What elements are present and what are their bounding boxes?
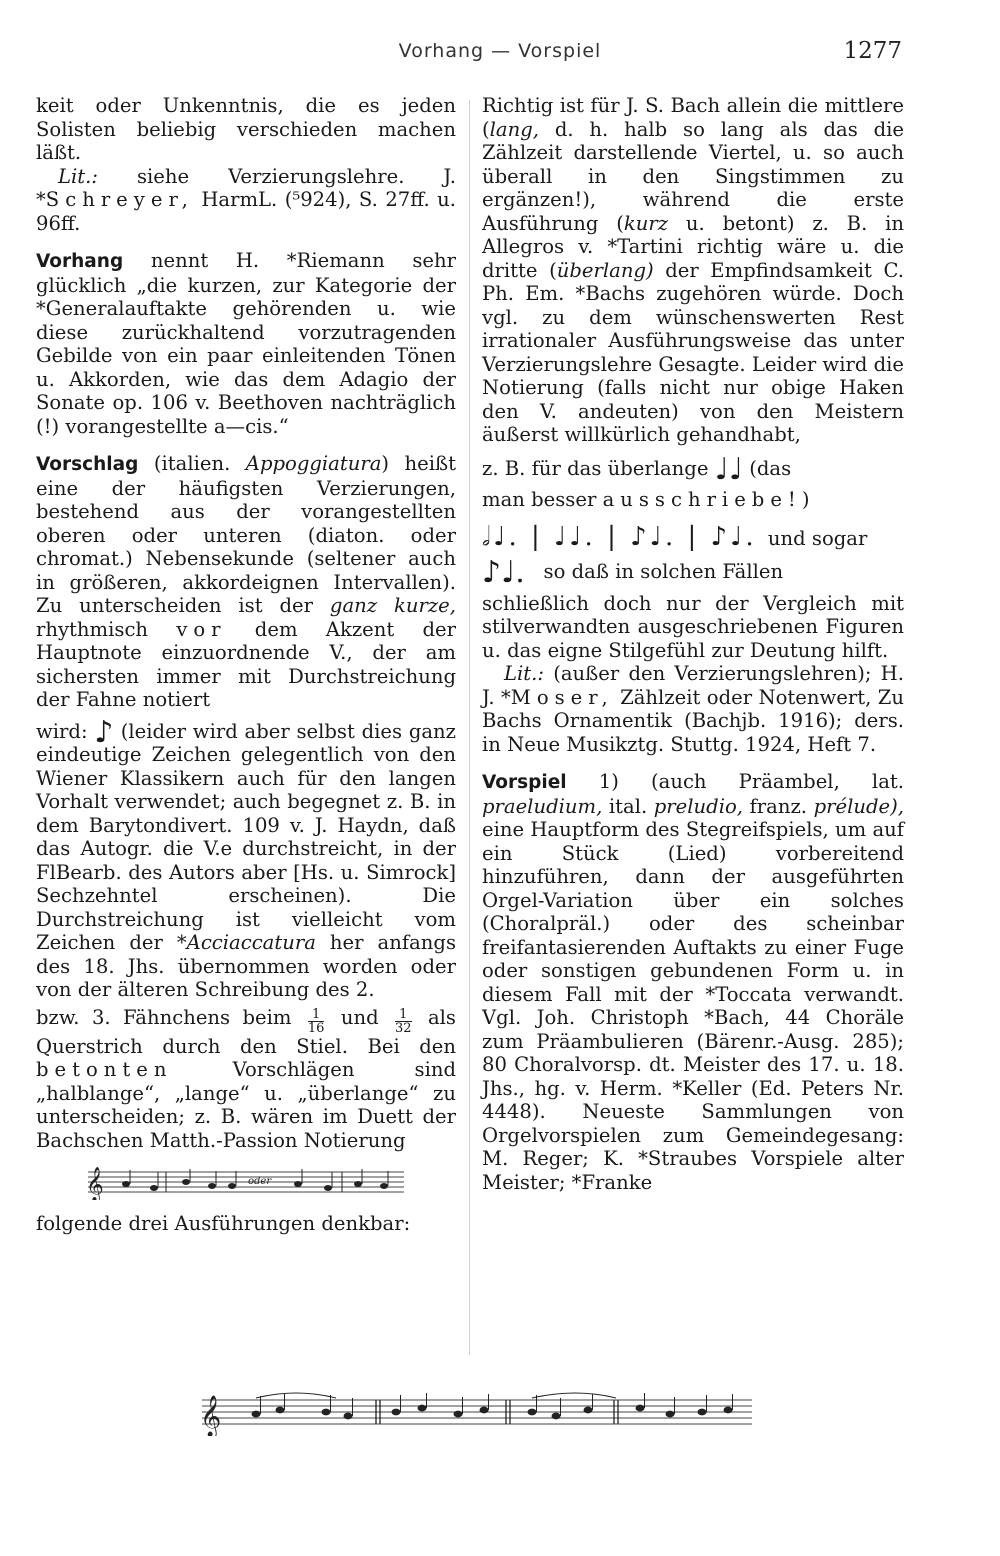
italic-term: ganz kurze, bbox=[329, 594, 456, 617]
paragraph-continuation: keit oder Unkenntnis, die es jeden Solisten beliebig verschieden machen läßt. bbox=[36, 94, 456, 164]
left-column bbox=[36, 94, 456, 1236]
entry-text: so daß in solchen Fällen bbox=[543, 560, 784, 583]
entry-text: und bbox=[328, 1005, 392, 1029]
italic-term: Acciaccatura bbox=[186, 931, 316, 954]
page-number: 1277 bbox=[843, 38, 902, 64]
fraction-denominator: 16 bbox=[307, 1020, 325, 1036]
entry-text: dem Akzent der Hauptnote einzuordnende V., der am sichersten immer mit Durchstreichung der Fahne notiert bbox=[36, 617, 456, 711]
italic-term: preludio, bbox=[653, 794, 743, 818]
paragraph-so bbox=[482, 555, 904, 590]
entry-text: (italien. bbox=[138, 452, 246, 475]
entry-text: Richtig ist für J. S. Bach allein die mittlere ( bbox=[482, 94, 904, 141]
running-head: Vorhang — Vorspiel bbox=[398, 40, 602, 62]
author-name: Moser, bbox=[510, 685, 614, 709]
entry-text: u. betont) z. B. in Allegros v. *Tartini richtig wäre u. die dritte ( bbox=[482, 211, 904, 282]
lit-text: HarmL. (⁵924), S. 27ff. u. 96ff. bbox=[36, 188, 456, 235]
paragraph-zb-cont bbox=[482, 488, 904, 512]
music-example-staff bbox=[36, 1166, 456, 1200]
lit-label: Lit.: bbox=[58, 164, 98, 188]
right-column bbox=[482, 94, 904, 1194]
lit-label: Lit.: bbox=[504, 662, 544, 685]
italic-term: praeludium, bbox=[482, 794, 603, 818]
italic-term: Appoggiatura bbox=[245, 452, 382, 475]
entry-text: eine Hauptform des Stegreifspiels, um auf ein Stück (Lied) vorbereitend hinzuführen, dann der ausgeführten Orgel-Variation über ein solches (Choralpräl.) oder des scheinbar freifantasierenden Auftakts zu einer Fuge oder sonstigen gebundenen Form u. in diesem Fall mit der *Toccata verwandt. Vgl. Joh. Christoph *Bach, 44 Choräle zum Präambulieren (Bärenr.-Ausg. 285); 80 Choralvorsp. dt. Meister des 17. u. 18. Jhs., hg. v. Herm. *Keller (Ed. Peters Nr. 4448). Neueste Sammlungen von Orgelvorspielen zum Gemeindegesang: M. Reger; K. *Straubes Vorspiele alter Meister; *Franke bbox=[482, 818, 904, 1194]
fraction-numerator: 1 bbox=[308, 1008, 325, 1022]
paragraph-wird bbox=[36, 714, 456, 1002]
entry-text: und sogar bbox=[767, 526, 868, 550]
entry-text: 1) (auch Präambel, lat. bbox=[566, 770, 904, 793]
fraction-denominator: 32 bbox=[395, 1020, 412, 1036]
entry-text: wird: bbox=[36, 719, 95, 743]
paragraph-richtig bbox=[482, 94, 904, 447]
entry-text: Vorschlägen sind „halblange“, „lange“ u. „überlange“ zu unterscheiden; z. B. wären im Duett der Bachschen Matth.-Passion Notierung bbox=[36, 1058, 456, 1152]
bottom-music-staff bbox=[196, 1390, 756, 1436]
entry-text: ital. bbox=[602, 794, 654, 818]
entry-text: ) bbox=[801, 488, 810, 511]
column-divider bbox=[469, 100, 470, 1355]
paragraph-schliesslich: schließlich doch nur der Vergleich mit stilverwandten ausgeschriebenen Figuren u. das eigne Stilgefühl zur Deutung hilft. bbox=[482, 591, 904, 662]
italic-term: kurz bbox=[623, 211, 669, 235]
spaced-word: ausschriebe! bbox=[602, 488, 802, 511]
italic-term: überlang) bbox=[556, 258, 654, 282]
entry-text: als Querstrich durch den Stiel. Bei den bbox=[36, 1005, 456, 1058]
fraction-numerator: 1 bbox=[395, 1008, 412, 1022]
grace-note-icon: ♪ bbox=[94, 714, 114, 750]
entry-text: (außer den Verzierungslehren); H. J. * bbox=[482, 662, 904, 709]
lemma-vorschlag: Vorschlag bbox=[36, 454, 139, 475]
music-examples-row bbox=[482, 521, 904, 552]
italic-term: prélude), bbox=[813, 794, 904, 818]
entry-text: franz. bbox=[743, 794, 814, 818]
entry-text: ) heißt eine der häufigsten Verzierungen, bestehend aus der vorangestellten oberen oder unteren (diaton. oder chromat.) Nebensekunde (seltener auch in größeren, akkordeignen Intervallen). Zu unterscheiden ist der bbox=[36, 452, 456, 617]
lit-text: siehe Verzierungslehre. J. * bbox=[36, 164, 456, 211]
paragraph-bzw bbox=[36, 1006, 456, 1153]
music-staff-svg bbox=[196, 1390, 756, 1436]
italic-term: lang, bbox=[489, 117, 539, 141]
entry-text: z. B. für das überlange bbox=[482, 456, 715, 480]
note-groups-icon: 𝅗𝅥♩. | ♩♩. | ♪♩. | ♪♩. bbox=[482, 521, 757, 552]
lemma-vorhang: Vorhang bbox=[36, 251, 124, 272]
entry-text: (das bbox=[742, 456, 792, 480]
tied-notes-icon: ♩♩ bbox=[714, 451, 743, 487]
entry-vorschlag bbox=[36, 452, 456, 712]
paragraph-zb bbox=[482, 451, 904, 487]
entry-text: (leider wird aber selbst dies ganz eindeutige Zeichen gelegentlich von den Wiener Klassikern auch für den langen Vorhalt verwendet; auch begegnet z. B. in dem Barytondivert. 109 v. J. Haydn, daß das Autogr. die V.e durchstreicht, in der FlBearb. des Autors aber [Hs. u. Simrock] Sechzehntel erscheinen). Die Durchstreichung ist vielleicht vom Zeichen der * bbox=[36, 719, 456, 954]
spaced-word: betonten bbox=[36, 1058, 173, 1081]
svg-text:𝄞: 𝄞 bbox=[86, 1167, 104, 1200]
music-staff-svg bbox=[36, 1166, 406, 1200]
entry-text: nennt H. *Riemann sehr glücklich „die kurzen, zur Kategorie der *Generalauftakte gehörenden u. wie diese zurückhaltend vorzutragenden Gebilde von ein paar einleitenden Tönen u. Akkorden, wie das dem Adagio der Sonate op. 106 v. Beethoven nachträglich (!) vorangestellte a—cis.“ bbox=[36, 249, 456, 438]
spaced-word: vor bbox=[176, 617, 227, 641]
paragraph-literature bbox=[482, 662, 904, 756]
page-header bbox=[0, 38, 1000, 78]
entry-text: Zählzeit oder Notenwert, Zu Bachs Ornamentik (Bachjb. 1916); ders. in Neue Musikztg. Stuttg. 1924, Heft 7. bbox=[482, 685, 904, 756]
paragraph-final: folgende drei Ausführungen denkbar: bbox=[36, 1212, 411, 1235]
entry-text: her anfangs des 18. Jhs. übernommen worden oder von der älteren Schreibung des 2. bbox=[36, 931, 456, 1001]
entry-vorspiel bbox=[482, 770, 904, 1194]
fraction-thirtysecond bbox=[395, 1008, 412, 1035]
entry-text: rhythmisch bbox=[36, 617, 177, 641]
grace-note-icon: ♪♩. bbox=[482, 555, 525, 590]
entry-text: der Empfindsamkeit C. Ph. Em. *Bachs zugehören würde. Doch vgl. zu dem wünschenswerten Rest irrationaler Ausführungsweise das unter Verzierungslehre Gesagte. Leider wird die Notierung (falls nicht nur obige Haken den V. andeuten) von den Meistern äußerst willkürlich gehandhabt, bbox=[482, 258, 905, 446]
entry-text: d. h. halb so lang als das die Zählzeit darstellende Viertel, u. so auch überall in den Singstimmen zu ergänzen!), während die erste Ausführung ( bbox=[482, 117, 904, 235]
entry-text: bzw. 3. Fähnchens beim bbox=[36, 1005, 304, 1029]
entry-text: man besser bbox=[482, 488, 603, 511]
oder-label: oder bbox=[248, 1176, 272, 1187]
fraction-sixteenth bbox=[308, 1008, 325, 1035]
author-name: Schreyer, bbox=[45, 188, 194, 211]
svg-text:𝄞: 𝄞 bbox=[200, 1396, 222, 1436]
lemma-vorspiel: Vorspiel bbox=[482, 772, 567, 793]
paragraph-literature bbox=[36, 165, 456, 236]
entry-vorhang bbox=[36, 249, 456, 438]
